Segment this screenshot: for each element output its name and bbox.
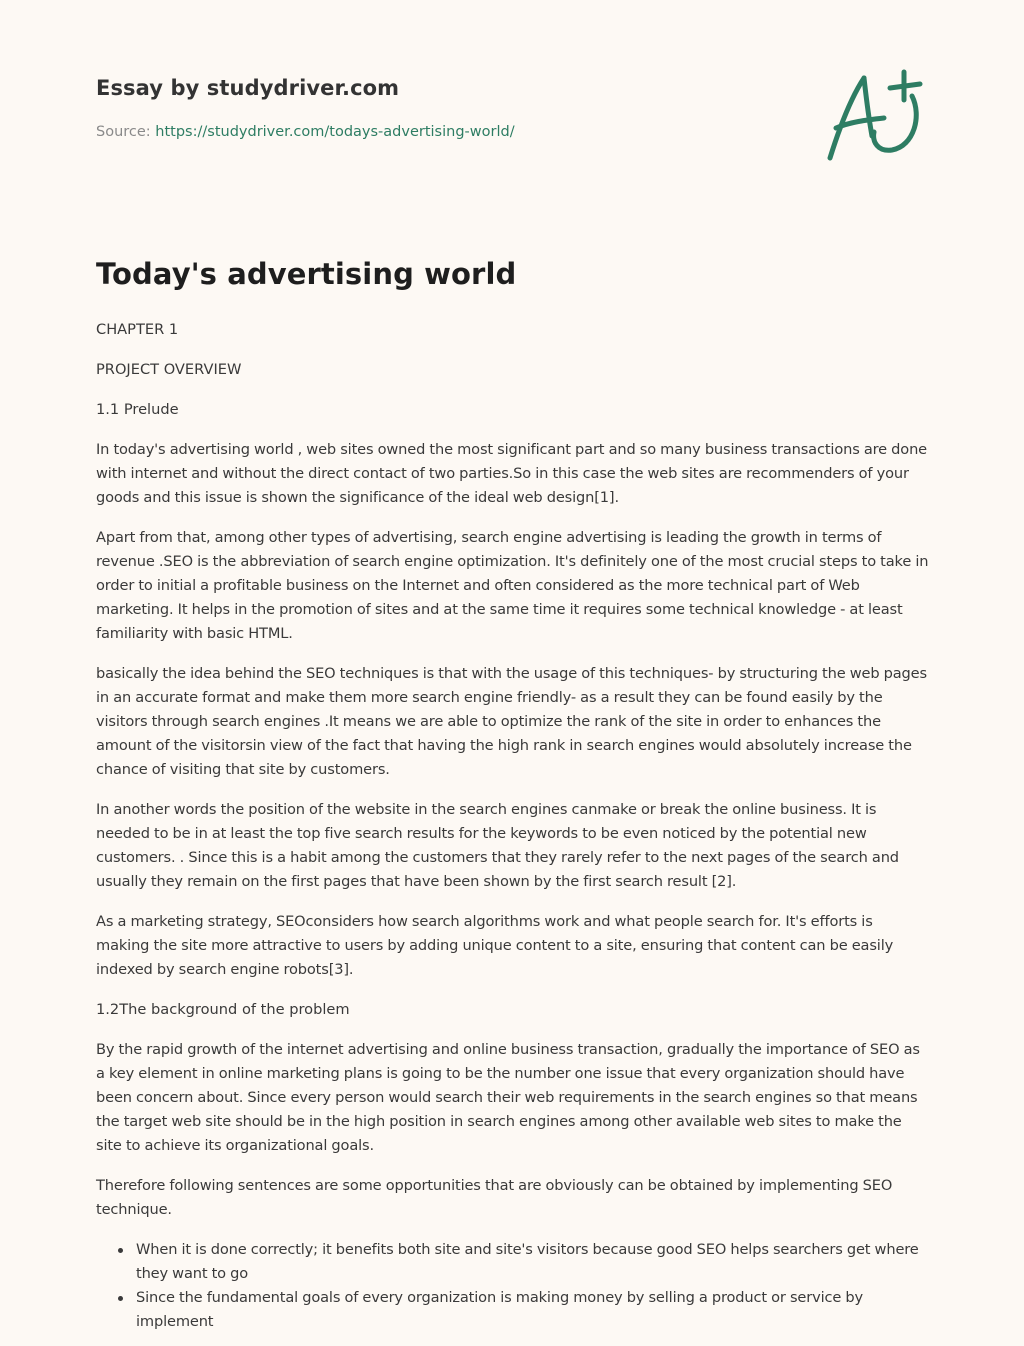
section-label: PROJECT OVERVIEW [96,361,242,378]
subsection-heading: 1.1 Prelude [96,401,179,418]
source-label: Source: [96,124,156,140]
bullet-icon [118,1248,123,1253]
paragraph: In today's advertising world , web sites owned the most significant part and so many business transactions are done with internet and without the direct contact of two parties.So in this case the web sites are recommenders of your goods and this issue is shown the significance of the ideal web design[1]. [96,441,928,506]
page-header [96,0,936,200]
subsection-heading: 1.2The background of the problem [96,1001,350,1018]
essay-content [96,252,930,1334]
paragraph: In another words the position of the website in the search engines canmake or break the online business. It is needed to be in at least the top five search results for the keywords to be even noticed by the potential new customers. . Since this is a habit among the customers that they rarely refer to the next pages of the search and usually they remain on the first pages that have been shown by the first search result [2]. [96,801,899,890]
essay-title: Today's advertising world [96,257,517,291]
paragraph: As a marketing strategy, SEOconsiders how search algorithms work and what people search for. It's efforts is making the site more attractive to users by adding unique content to a site, ensuring that content can be easily indexed by search engine robots[3]. [96,913,894,978]
chapter-label: CHAPTER 1 [96,321,179,338]
list-item [136,1286,930,1334]
site-brand: Essay by studydriver.com [96,76,400,100]
paragraph: Therefore following sentences are some opportunities that are obviously can be obtained by implementing SEO technique. [96,1177,893,1218]
paragraph: By the rapid growth of the internet advertising and online business transaction, gradually the importance of SEO as a key element in online marketing plans is going to be the number one issue that every organization should have been concern about. Since every person would search their web requirements in the search engines so that means the target web site should be in the high position in search engines among other available web sites to make the site to achieve its organizational goals. [96,1041,920,1154]
list-item-text: When it is done correctly; it benefits both site and site's visitors because good SEO helps searchers get where they want to go [136,1241,919,1282]
source-link[interactable]: https://studydriver.com/todays-advertising-world/ [155,124,515,140]
list-item [136,1238,930,1286]
paragraph: basically the idea behind the SEO techniques is that with the usage of this techniques- by structuring the web pages in an accurate format and make them more search engine friendly- as a result they can be found easily by the visitors through search engines .It means we are able to optimize the rank of the site in order to enhances the amount of the visitorsin view of the fact that having the high rank in search engines would absolutely increase the chance of visiting that site by customers. [96,665,927,778]
paragraph: Apart from that, among other types of advertising, search engine advertising is leading the growth in terms of revenue .SEO is the abbreviation of search engine optimization. It's definitely one of the most crucial steps to take in order to initial a profitable business on the Internet and often considered as the more technical part of Web marketing. It helps in the promotion of sites and at the same time it requires some technical knowledge - at least familiarity with basic HTML. [96,529,929,642]
bullet-icon [118,1296,123,1301]
opportunity-list [96,1238,930,1334]
a-plus-grade-icon [822,66,926,166]
source-line [96,124,515,140]
list-item-text: Since the fundamental goals of every organization is making money by selling a product or service by implement [136,1289,863,1330]
